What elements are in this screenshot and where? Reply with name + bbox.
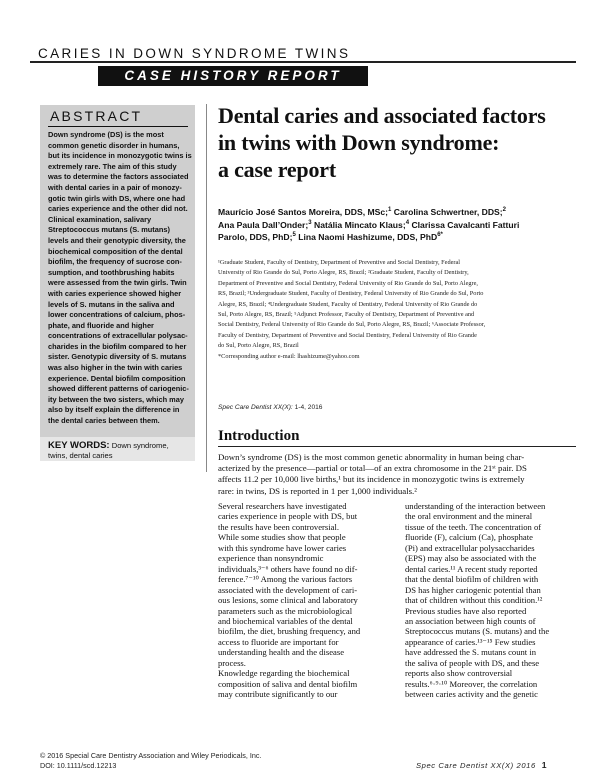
affiliation-line: *Corresponding author e-mail: lhashizume@yahoo.com bbox=[218, 352, 360, 360]
citation-journal: Spec Care Dentist XX(X): bbox=[218, 404, 293, 411]
body-line: understanding of the interaction between bbox=[405, 501, 546, 511]
introduction-rule bbox=[218, 446, 576, 447]
body-line: may contribute significantly to our bbox=[218, 689, 338, 700]
affiliation-line: Faculty of Dentistry, Department of Preventive and Social Dentistry, Federal University of Rio Grande bbox=[218, 331, 477, 339]
abstract-line: Clinical examination, salivary bbox=[48, 214, 152, 224]
body-line: with this syndrome have lower caries bbox=[218, 542, 347, 553]
body-line: that of children without this condition.¹² bbox=[405, 595, 543, 606]
column-divider bbox=[206, 104, 207, 472]
abstract-line: with caries experience showed higher bbox=[48, 288, 182, 298]
body-column-left bbox=[218, 501, 388, 700]
body-line: (EPS) may also be associated with the bbox=[405, 553, 537, 564]
abstract-title: ABSTRACT bbox=[50, 108, 143, 124]
abstract-line: biochemical composition of the dental bbox=[48, 246, 183, 256]
section-label-box bbox=[98, 66, 368, 86]
author-name: Maurício José Santos Moreira, DDS, MSc; bbox=[218, 207, 389, 217]
body-line: that the dental biofilm of children with bbox=[405, 574, 539, 585]
affiliation-line: do Sul, Porto Alegre, RS, Brazil bbox=[218, 342, 299, 350]
introduction-heading: Introduction bbox=[218, 428, 300, 444]
affiliation-line: RS, Brazil; ³Undergraduate Student, Faculty of Dentistry, Federal University of Rio Grande do Sul, Porto bbox=[218, 290, 484, 298]
author-name: Ana Paula Dall’Onder; bbox=[218, 219, 309, 230]
body-line: Knowledge regarding the biochemical bbox=[218, 668, 350, 679]
body-line: experience than nonsyndromic bbox=[218, 553, 324, 564]
abstract-line: sumption, and toothbrushing habits bbox=[48, 267, 175, 277]
section-label: CASE HISTORY REPORT bbox=[124, 68, 342, 83]
body-line: the oral environment and the mineral bbox=[405, 511, 533, 522]
footer-right bbox=[416, 760, 547, 770]
abstract-line: also by itself explain the difference in bbox=[48, 405, 180, 415]
affiliation-marker: 1 bbox=[388, 207, 392, 214]
abstract-line: with dental caries in a pair of monozy- bbox=[48, 182, 182, 192]
body-line: Previous studies have also reported bbox=[405, 605, 527, 616]
doi: DOI: 10.1111/scd.12213 bbox=[40, 761, 117, 770]
introduction-line: affects 11.2 per 10,000 live births,¹ but its incidence in monozygotic twins is extremely bbox=[218, 474, 525, 485]
author-name: Parolo, DDS, PhD; bbox=[218, 232, 293, 243]
body-line: individuals,³⁻⁶ others have found no dif- bbox=[218, 563, 358, 574]
introduction-line: rare: in twins, DS is reported in 1 per 1,000 individuals.² bbox=[218, 485, 417, 496]
author-list bbox=[218, 206, 578, 244]
body-line: parameters such as the microbiological bbox=[218, 605, 353, 616]
affiliation-marker: 4 bbox=[405, 219, 410, 226]
citation bbox=[218, 404, 322, 411]
body-line: access to fluoride are important for bbox=[218, 636, 339, 647]
abstract-line: extremely rare. The aim of this study bbox=[48, 161, 177, 171]
body-line: reports also show controversial bbox=[405, 668, 513, 679]
body-line: ference.⁷⁻¹⁰ Among the various factors bbox=[218, 574, 353, 585]
abstract-text bbox=[48, 130, 192, 427]
abstract-line: common genetic disorder in humans, bbox=[48, 140, 180, 150]
footer-left bbox=[40, 751, 261, 771]
body-line: have addressed the S. mutans count in bbox=[405, 647, 537, 658]
page-number: 1 bbox=[541, 760, 548, 770]
article-title bbox=[218, 102, 578, 183]
citation-pages: 1-4, 2016 bbox=[292, 404, 323, 411]
affiliations bbox=[218, 258, 578, 362]
affiliation-line: Sul, Porto Alegre, RS, Brazil; ⁵Adjunct Professor, Faculty of Dentistry, Department of Preventive and bbox=[218, 311, 475, 319]
body-line: Several researchers have investigated bbox=[218, 501, 347, 511]
body-line: composition of saliva and dental biofilm bbox=[218, 678, 358, 689]
title-line: a case report bbox=[218, 157, 336, 182]
body-line: results.⁶·⁹·¹⁰ Moreover, the correlation bbox=[405, 678, 538, 689]
author-name: Lina Naomi Hashizume, DDS, PhD bbox=[295, 232, 438, 243]
abstract-line: showed different patterns of cariogenic- bbox=[48, 384, 189, 394]
introduction-line: Down’s syndrome (DS) is the most common genetic abnormality in human being char- bbox=[218, 452, 525, 462]
affiliation-marker: 3 bbox=[308, 219, 312, 226]
abstract-line: gotic twin girls with DS, where one had bbox=[48, 193, 186, 203]
keywords-label: KEY WORDS: bbox=[48, 440, 110, 451]
body-line: DS has higher cariogenic potential than bbox=[405, 584, 541, 595]
author-name: Natália Mincato Klaus; bbox=[311, 219, 406, 230]
body-column-right bbox=[405, 501, 575, 700]
abstract-rule bbox=[48, 126, 188, 127]
abstract-line: the dental caries between them. bbox=[48, 416, 160, 426]
body-line: associated with the development of cari- bbox=[218, 584, 358, 595]
abstract-line: was also higher in the twin with caries bbox=[48, 363, 183, 373]
abstract-line: biofilm, the frequency of sucrose con- bbox=[48, 257, 182, 267]
abstract-line: levels of S. mutans in the saliva and bbox=[48, 299, 175, 309]
author-name: Carolina Schwertner, DDS; bbox=[391, 207, 503, 217]
abstract-line: levels and their genotypic diversity, the bbox=[48, 235, 186, 245]
copyright: © 2016 Special Care Dentistry Association and Wiley Periodicals, Inc. bbox=[40, 751, 262, 760]
body-line: caries experience in people with DS, but bbox=[218, 511, 358, 522]
abstract-line: charides in the biofilm compared to her bbox=[48, 341, 187, 351]
abstract-line: but its incidence in monozygotic twins is bbox=[48, 151, 192, 161]
affiliation-line: Department of Preventive and Social Dentistry, Federal University of Rio Grande do Sul, Porto Alegre, bbox=[218, 279, 478, 287]
abstract-line: concentrations of extracellular polysac- bbox=[48, 331, 188, 341]
introduction-line: acterized by the presence—partial or total—of an extra chromosome in the 21ˢᵗ pair. DS bbox=[218, 463, 527, 474]
title-line: in twins with Down syndrome: bbox=[218, 130, 500, 155]
abstract-line: caries experience and the other did not. bbox=[48, 204, 188, 214]
body-line: process. bbox=[218, 657, 246, 668]
abstract-line: were assessed from the twin girls. Twin bbox=[48, 278, 187, 288]
affiliation-line: ¹Graduate Student, Faculty of Dentistry, Department of Preventive and Social Dentistry, Federal bbox=[218, 259, 461, 266]
keywords-line2: twins, dental caries bbox=[48, 450, 113, 460]
body-line: ous lesions, some clinical and laboratory bbox=[218, 595, 358, 606]
title-line: Dental caries and associated factors bbox=[218, 103, 546, 128]
running-header: CARIES IN DOWN SYNDROME TWINS bbox=[38, 46, 351, 61]
body-line: the results have been controversial. bbox=[218, 521, 339, 532]
affiliation-line: University of Rio Grande do Sul, Porto Alegre, RS, Brazil; ²Graduate Student, Faculty of Dentistry, bbox=[218, 269, 469, 277]
body-line: While some studies show that people bbox=[218, 532, 346, 543]
body-line: (Pi) and extracellular polysaccharides bbox=[405, 542, 535, 553]
abstract-line: Streptococcus mutans (S. mutans) bbox=[48, 225, 170, 235]
body-line: an association between high counts of bbox=[405, 615, 536, 626]
body-line: tissue of the teeth. The concentration of bbox=[405, 521, 542, 532]
affiliation-line: Social Dentistry, Federal University of Rio Grande do Sul, Porto Alegre, RS, Brazil; ⁶Associate Professor, bbox=[218, 321, 486, 329]
affiliation-marker: 5 bbox=[292, 232, 296, 239]
abstract-line: ity between the two sisters, which may bbox=[48, 394, 184, 404]
affiliation-marker: 6* bbox=[437, 232, 443, 239]
abstract-line: lower concentrations of calcium, phos- bbox=[48, 310, 186, 320]
affiliation-line: Alegre, RS, Brazil; ⁴Undergraduate Student, Faculty of Dentistry, Federal University of Rio Grande do bbox=[218, 300, 478, 308]
abstract-line: experience. Dental biofilm composition bbox=[48, 373, 186, 383]
body-line: between caries activity and the genetic bbox=[405, 689, 538, 700]
abstract-line: phate, and fluoride and higher bbox=[48, 320, 154, 330]
abstract-line: sister. Genotypic diversity of S. mutans bbox=[48, 352, 187, 362]
footer-journal: Spec Care Dentist XX(X) 2016 bbox=[416, 761, 536, 770]
body-line: biofilm, the diet, brushing frequency, and bbox=[218, 626, 361, 637]
keywords bbox=[48, 441, 194, 460]
header-rule bbox=[30, 61, 576, 63]
body-line: Streptococcus mutans (S. mutans) and the bbox=[405, 626, 550, 637]
keywords-line1: Down syndrome, bbox=[111, 441, 169, 450]
body-line: and biochemical variables of the dental bbox=[218, 615, 353, 626]
body-line: the saliva of people with DS, and these bbox=[405, 657, 540, 668]
affiliation-marker: 2 bbox=[502, 207, 507, 214]
body-line: appearance of caries.¹³⁻¹⁵ Few studies bbox=[405, 636, 536, 647]
body-line: fluoride (F), calcium (Ca), phosphate bbox=[405, 532, 533, 543]
abstract-line: Down syndrome (DS) is the most bbox=[48, 130, 164, 139]
abstract-line: was to determine the factors associated bbox=[48, 172, 189, 182]
author-name: Clarissa Cavalcanti Fatturi bbox=[409, 219, 520, 230]
body-line: understanding health and the disease bbox=[218, 647, 345, 658]
body-line: dental caries.¹¹ A recent study reported bbox=[405, 563, 538, 574]
introduction-text bbox=[218, 452, 578, 497]
